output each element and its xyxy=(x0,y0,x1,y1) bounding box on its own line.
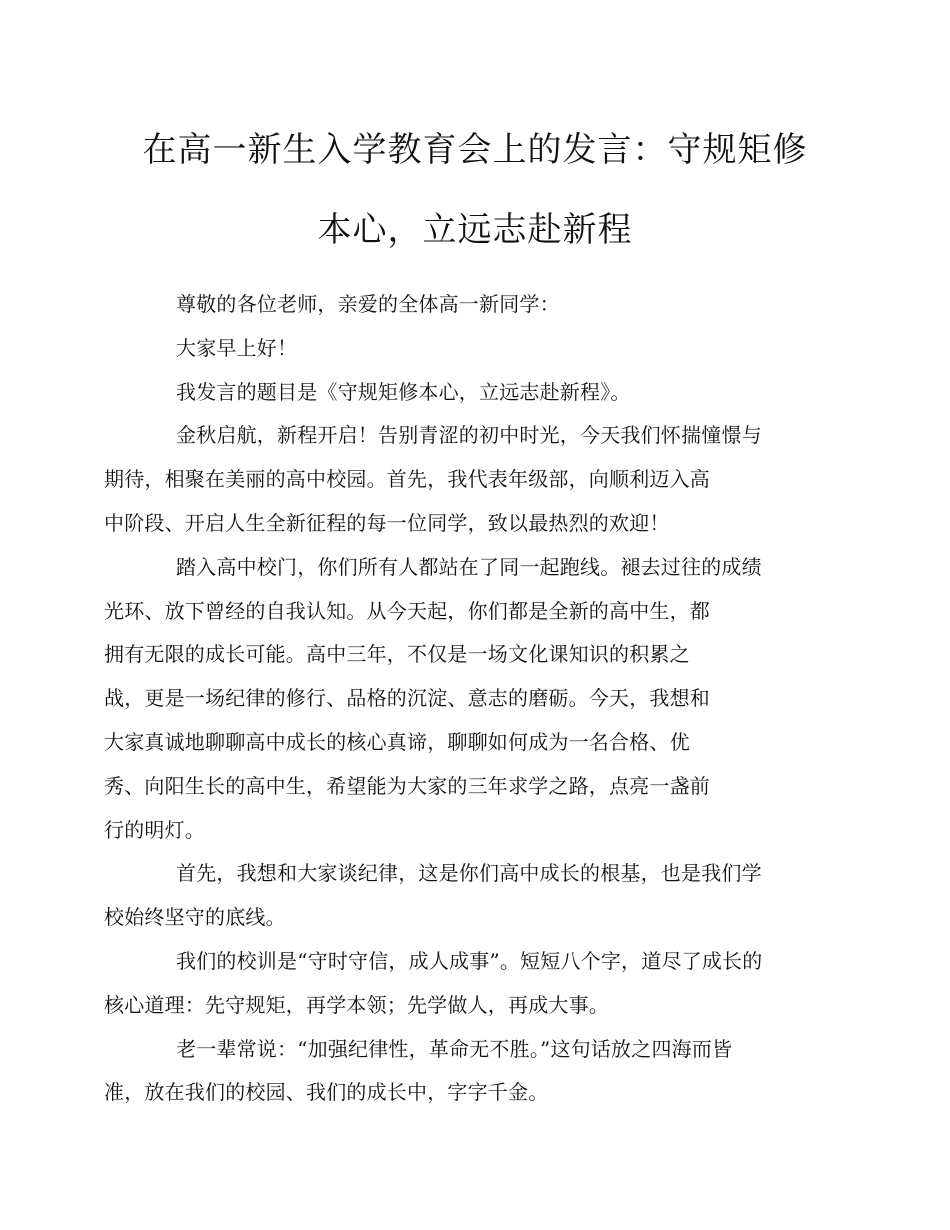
text-line: 踏入高中校门，你们所有人都站在了同一起跑线。褪去过往的成绩 xyxy=(176,554,762,579)
text-line: 大家真诚地聊聊高中成长的核心真谛，聊聊如何成为一名合格、优 xyxy=(104,729,690,754)
text-line: 我发言的题目是《守规矩修本心，立远志赴新程》。 xyxy=(176,379,631,404)
document-title xyxy=(120,110,830,270)
text-line: 老一辈常说：“加强纪律性，革命无不胜。”这句话放之四海而皆 xyxy=(176,1036,733,1061)
title-line: 在高一新生入学教育会上的发言：守规矩修 xyxy=(142,130,808,170)
paragraph-topic xyxy=(140,371,812,415)
text-line: 战，更是一场纪律的修行、品格的沉淀、意志的磨砺。今天，我想和 xyxy=(104,686,710,711)
text-line: 行的明灯。 xyxy=(104,817,205,842)
paragraph-school-motto xyxy=(104,940,812,1028)
title-line: 本心，立远志赴新程 xyxy=(317,210,633,250)
text-line: 秀、向阳生长的高中生，希望能为大家的三年求学之路，点亮一盏前 xyxy=(104,773,710,798)
text-line: 期待，相聚在美丽的高中校园。首先，我代表年级部，向顺利迈入高 xyxy=(104,467,710,492)
text-line: 准，放在我们的校园、我们的成长中，字字千金。 xyxy=(104,1080,549,1105)
text-line: 拥有无限的成长可能。高中三年，不仅是一场文化课知识的积累之 xyxy=(104,642,690,667)
text-line: 金秋启航，新程开启！告别青涩的初中时光，今天我们怀揣憧憬与 xyxy=(176,423,762,448)
text-line: 中阶段、开启人生全新征程的每一位同学，致以最热烈的欢迎！ xyxy=(104,510,670,535)
text-line: 核心道理：先守规矩，再学本领；先学做人，再成大事。 xyxy=(104,992,609,1017)
text-line: 校始终坚守的底线。 xyxy=(104,905,286,930)
paragraph-good-morning xyxy=(140,327,812,371)
paragraph-welcome xyxy=(104,414,812,545)
paragraph-new-start xyxy=(104,546,812,853)
document-body xyxy=(104,283,812,1115)
paragraph-discipline xyxy=(104,852,812,940)
text-line: 光环、放下曾经的自我认知。从今天起，你们都是全新的高中生，都 xyxy=(104,598,710,623)
text-line: 尊敬的各位老师，亲爱的全体高一新同学： xyxy=(176,292,560,316)
text-line: 首先，我想和大家谈纪律，这是你们高中成长的根基，也是我们学 xyxy=(176,861,762,886)
text-line: 我们的校训是“守时守信，成人成事”。短短八个字，道尽了成长的 xyxy=(176,948,763,973)
paragraph-quote xyxy=(104,1028,812,1116)
paragraph-greeting xyxy=(140,283,812,327)
text-line: 大家早上好！ xyxy=(176,335,298,360)
